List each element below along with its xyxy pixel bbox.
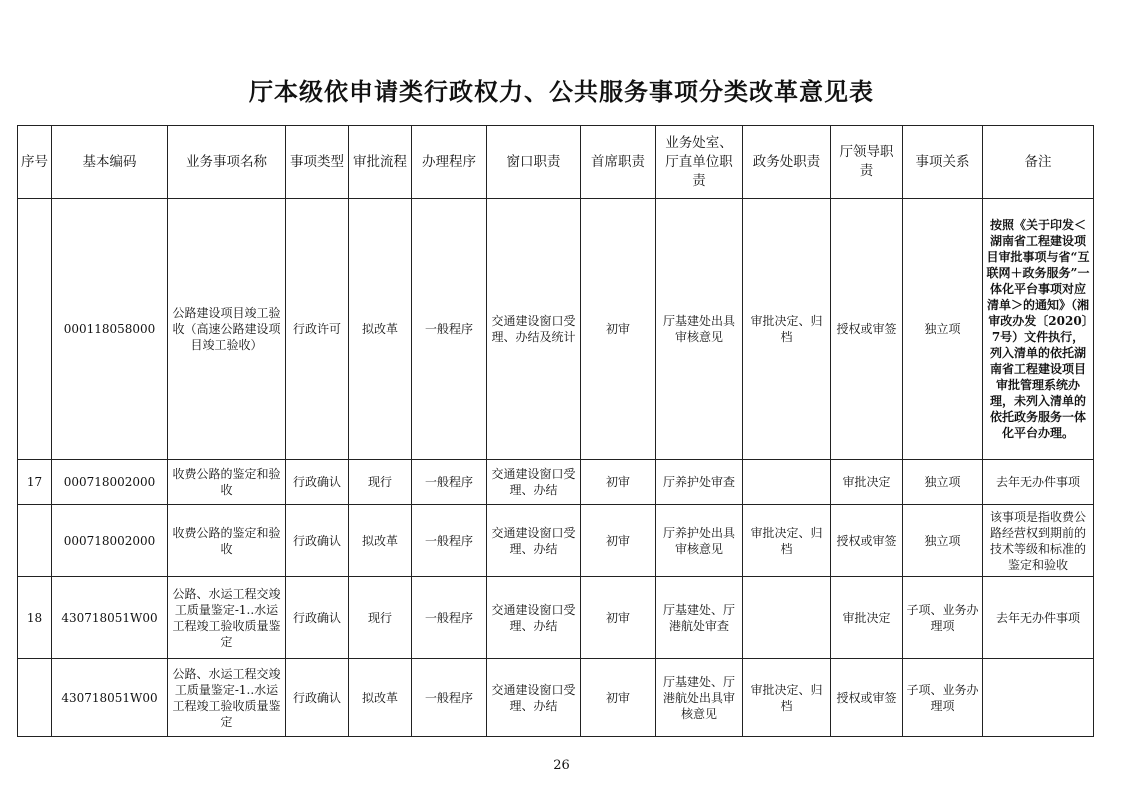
type-cell: 行政许可 bbox=[286, 199, 349, 460]
header-cell: 厅领导职责 bbox=[831, 126, 903, 199]
type-cell: 行政确认 bbox=[286, 577, 349, 659]
header-cell: 序号 bbox=[18, 126, 52, 199]
chief-cell: 初审 bbox=[581, 199, 656, 460]
header-cell: 备注 bbox=[983, 126, 1094, 199]
type-cell: 行政确认 bbox=[286, 460, 349, 505]
procedure-cell: 一般程序 bbox=[412, 659, 487, 737]
table-row bbox=[18, 505, 1094, 577]
flow-cell: 现行 bbox=[349, 577, 412, 659]
seq-cell bbox=[18, 659, 52, 737]
window-cell: 交通建设窗口受理、办结 bbox=[487, 659, 581, 737]
leader-cell: 授权或审签 bbox=[831, 505, 903, 577]
gov-cell: 审批决定、归档 bbox=[743, 659, 831, 737]
leader-cell: 授权或审签 bbox=[831, 659, 903, 737]
procedure-cell: 一般程序 bbox=[412, 460, 487, 505]
page-title: 厅本级依申请类行政权力、公共服务事项分类改革意见表 bbox=[249, 77, 874, 106]
flow-cell: 现行 bbox=[349, 460, 412, 505]
header-cell: 业务处室、厅直单位职责 bbox=[656, 126, 743, 199]
leader-cell: 审批决定 bbox=[831, 577, 903, 659]
window-cell: 交通建设窗口受理、办结 bbox=[487, 505, 581, 577]
name-cell: 公路、水运工程交竣工质量鉴定-1..水运工程竣工验收质量鉴定 bbox=[168, 659, 286, 737]
window-cell: 交通建设窗口受理、办结 bbox=[487, 577, 581, 659]
relation-cell: 独立项 bbox=[903, 199, 983, 460]
name-cell: 公路建设项目竣工验收（高速公路建设项目竣工验收） bbox=[168, 199, 286, 460]
seq-cell: 17 bbox=[18, 460, 52, 505]
gov-cell: 审批决定、归档 bbox=[743, 505, 831, 577]
code-cell: 000718002000 bbox=[52, 460, 168, 505]
code-cell: 000118058000 bbox=[52, 199, 168, 460]
chief-cell: 初审 bbox=[581, 659, 656, 737]
dept-cell: 厅养护处出具审核意见 bbox=[656, 505, 743, 577]
leader-cell: 授权或审签 bbox=[831, 199, 903, 460]
note-cell: 按照《关于印发＜湖南省工程建设项目审批事项与省“互联网＋政务服务”一体化平台事项对应清单＞的通知》（湘审改办发〔2020〕7号）文件执行，列入清单的依托湖南省工程建设项目审批管理系统办理，未列入清单的依托政务服务一体化平台办理。 bbox=[983, 199, 1094, 460]
header-cell: 事项关系 bbox=[903, 126, 983, 199]
chief-cell: 初审 bbox=[581, 505, 656, 577]
chief-cell: 初审 bbox=[581, 460, 656, 505]
seq-cell bbox=[18, 199, 52, 460]
header-cell: 首席职责 bbox=[581, 126, 656, 199]
name-cell: 公路、水运工程交竣工质量鉴定-1..水运工程竣工验收质量鉴定 bbox=[168, 577, 286, 659]
dept-cell: 厅基建处出具审核意见 bbox=[656, 199, 743, 460]
name-cell: 收费公路的鉴定和验收 bbox=[168, 505, 286, 577]
header-cell: 业务事项名称 bbox=[168, 126, 286, 199]
code-cell: 000718002000 bbox=[52, 505, 168, 577]
header-cell: 事项类型 bbox=[286, 126, 349, 199]
chief-cell: 初审 bbox=[581, 577, 656, 659]
type-cell: 行政确认 bbox=[286, 505, 349, 577]
type-cell: 行政确认 bbox=[286, 659, 349, 737]
dept-cell: 厅基建处、厅港航处审查 bbox=[656, 577, 743, 659]
header-cell: 基本编码 bbox=[52, 126, 168, 199]
gov-cell: 审批决定、归档 bbox=[743, 199, 831, 460]
gov-cell bbox=[743, 577, 831, 659]
table-row bbox=[18, 659, 1094, 737]
header-cell: 审批流程 bbox=[349, 126, 412, 199]
flow-cell: 拟改革 bbox=[349, 505, 412, 577]
header-cell: 窗口职责 bbox=[487, 126, 581, 199]
code-cell: 430718051W00 bbox=[52, 659, 168, 737]
name-cell: 收费公路的鉴定和验收 bbox=[168, 460, 286, 505]
note-cell: 该事项是指收费公路经营权到期前的技术等级和标准的鉴定和验收 bbox=[983, 505, 1094, 577]
window-cell: 交通建设窗口受理、办结 bbox=[487, 460, 581, 505]
relation-cell: 独立项 bbox=[903, 505, 983, 577]
relation-cell: 独立项 bbox=[903, 460, 983, 505]
leader-cell: 审批决定 bbox=[831, 460, 903, 505]
table-row bbox=[18, 460, 1094, 505]
header-cell: 办理程序 bbox=[412, 126, 487, 199]
procedure-cell: 一般程序 bbox=[412, 505, 487, 577]
relation-cell: 子项、业务办理项 bbox=[903, 577, 983, 659]
note-cell bbox=[983, 659, 1094, 737]
window-cell: 交通建设窗口受理、办结及统计 bbox=[487, 199, 581, 460]
header-row bbox=[18, 126, 1094, 199]
table-row bbox=[18, 577, 1094, 659]
seq-cell: 18 bbox=[18, 577, 52, 659]
dept-cell: 厅基建处、厅港航处出具审核意见 bbox=[656, 659, 743, 737]
seq-cell bbox=[18, 505, 52, 577]
table-row bbox=[18, 199, 1094, 460]
header-cell: 政务处职责 bbox=[743, 126, 831, 199]
flow-cell: 拟改革 bbox=[349, 199, 412, 460]
procedure-cell: 一般程序 bbox=[412, 199, 487, 460]
note-cell: 去年无办件事项 bbox=[983, 460, 1094, 505]
reform-table bbox=[17, 125, 1094, 737]
code-cell: 430718051W00 bbox=[52, 577, 168, 659]
note-cell: 去年无办件事项 bbox=[983, 577, 1094, 659]
page-number: 26 bbox=[553, 758, 570, 773]
gov-cell bbox=[743, 460, 831, 505]
relation-cell: 子项、业务办理项 bbox=[903, 659, 983, 737]
procedure-cell: 一般程序 bbox=[412, 577, 487, 659]
flow-cell: 拟改革 bbox=[349, 659, 412, 737]
dept-cell: 厅养护处审查 bbox=[656, 460, 743, 505]
